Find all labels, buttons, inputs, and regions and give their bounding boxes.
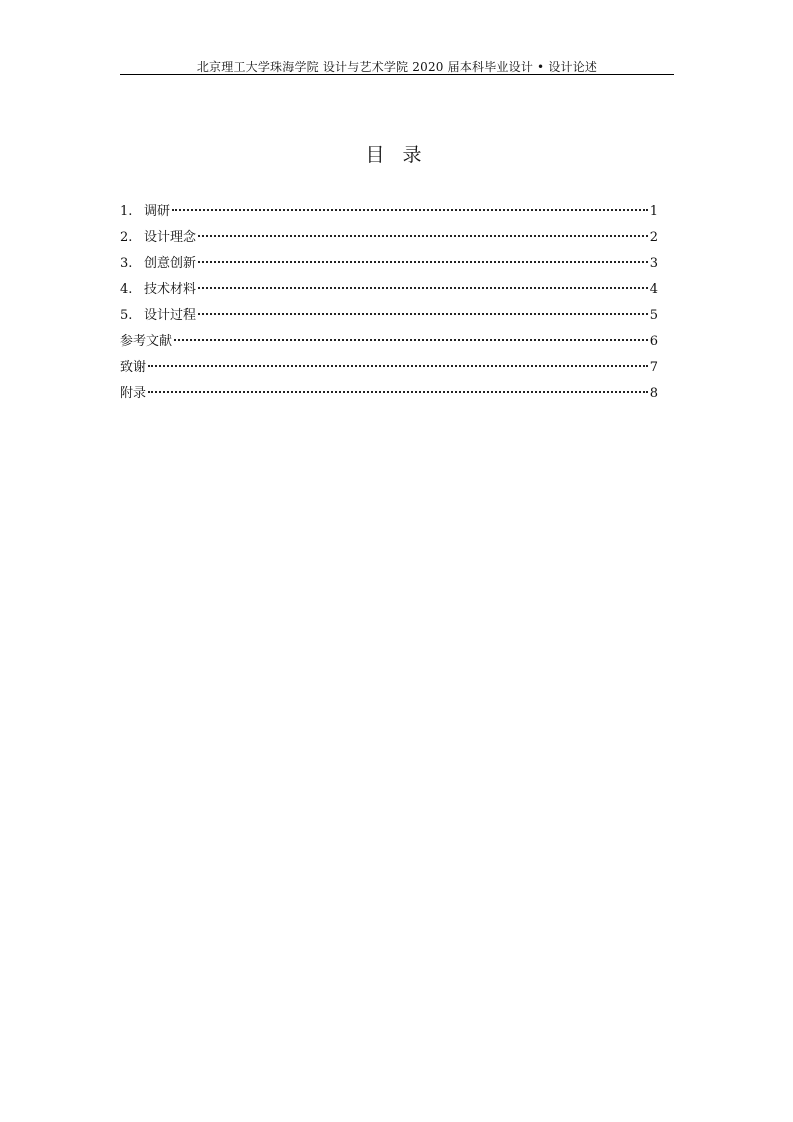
table-of-contents xyxy=(120,203,658,411)
dot-leader xyxy=(172,209,648,211)
toc-title: 目 录 xyxy=(365,144,428,166)
toc-entry-label: 技术材料 xyxy=(144,282,197,297)
toc-entry-page: 1 xyxy=(649,204,658,219)
dot-leader xyxy=(198,287,648,289)
dot-leader xyxy=(198,313,648,315)
header-text: 北京理工大学珠海学院 设计与艺术学院 2020 届本科毕业设计 • 设计论述 xyxy=(196,60,598,74)
toc-entry-number: 3. xyxy=(120,256,133,271)
toc-entry-page: 8 xyxy=(649,386,658,401)
toc-entry-page: 3 xyxy=(649,256,658,271)
toc-entry-design-concept[interactable] xyxy=(120,229,658,255)
toc-entry-label: 致谢 xyxy=(120,360,147,375)
toc-entry-page: 4 xyxy=(649,282,658,297)
page-header xyxy=(120,56,674,75)
dot-leader xyxy=(174,339,648,341)
toc-entry-label: 设计理念 xyxy=(144,230,197,245)
dot-leader xyxy=(148,365,648,367)
toc-entry-label: 设计过程 xyxy=(144,308,197,323)
dot-leader xyxy=(198,235,648,237)
toc-entry-appendix[interactable] xyxy=(120,385,658,411)
toc-entry-design-process[interactable] xyxy=(120,307,658,333)
toc-entry-label: 参考文献 xyxy=(120,334,173,349)
toc-entry-page: 2 xyxy=(649,230,658,245)
toc-entry-creative-innovation[interactable] xyxy=(120,255,658,281)
toc-entry-research[interactable] xyxy=(120,203,658,229)
toc-entry-page: 5 xyxy=(649,308,658,323)
toc-entry-number: 4. xyxy=(120,282,133,297)
toc-entry-acknowledgements[interactable] xyxy=(120,359,658,385)
toc-entry-technical-materials[interactable] xyxy=(120,281,658,307)
toc-entry-label: 创意创新 xyxy=(144,256,197,271)
toc-entry-references[interactable] xyxy=(120,333,658,359)
dot-leader xyxy=(148,391,648,393)
dot-leader xyxy=(198,261,648,263)
toc-entry-label: 附录 xyxy=(120,386,147,401)
toc-entry-label: 调研 xyxy=(144,204,171,219)
toc-entry-number: 5. xyxy=(120,308,133,323)
toc-entry-page: 7 xyxy=(649,360,658,375)
toc-entry-number: 1. xyxy=(120,204,133,219)
toc-entry-number: 2. xyxy=(120,230,133,245)
toc-entry-page: 6 xyxy=(649,334,658,349)
